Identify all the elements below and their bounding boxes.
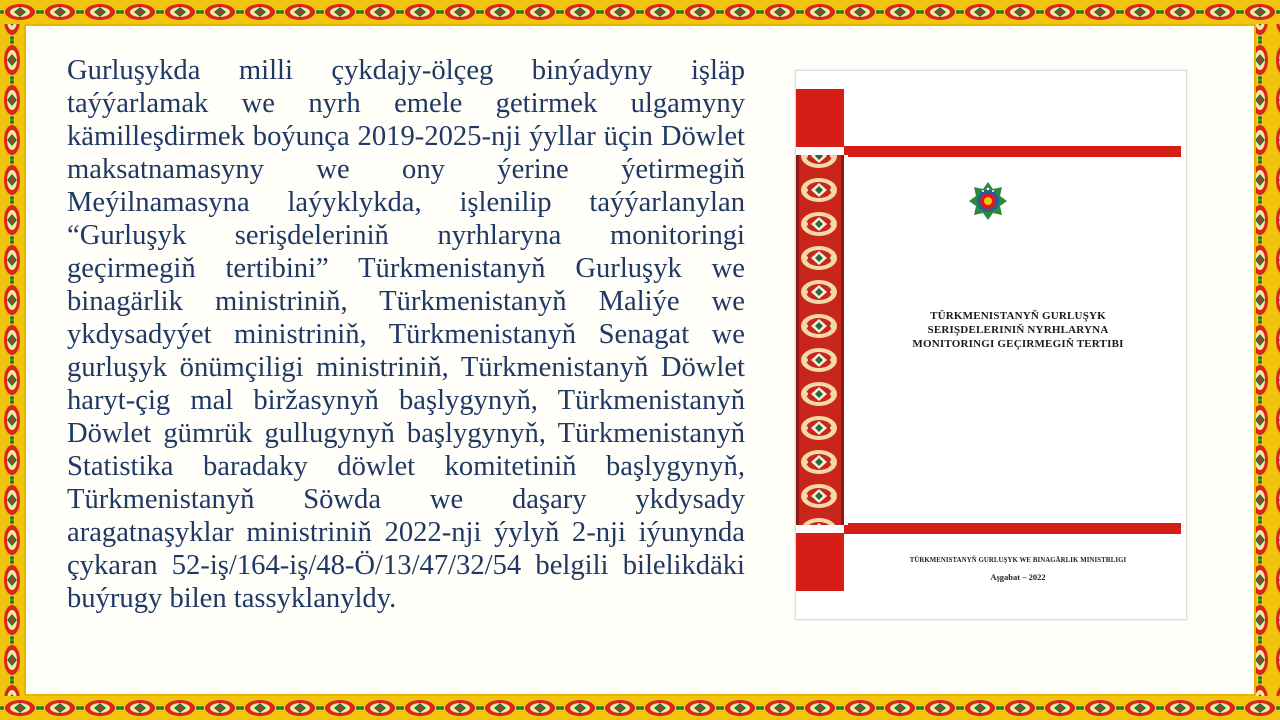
cover-title-line: SERIŞDELERINIŇ NYRHLARYNA — [927, 324, 1109, 336]
state-emblem-icon — [968, 181, 1008, 221]
body-paragraph: Gurluşykda milli çykdajy-ölçeg binýadyny işläp taýýarlamak we nyrh emele getirmek ulgamyny kämilleşdirmek boýunça 2019-2025-nji ýyllar üçin Döwlet maksatnamasyny we ony ýerine ýetirmegiň Meýilnamasyna laýyklykda, işlenilip taýýarlanylan “Gurluşyk serişdeleriniň nyrhlaryna monitoringi geçirmegiň tertibini” Türkmenistanyň Gurluşyk we binagärlik ministriniň, Türkmenistanyň Maliýe we ykdysadyýet ministriniň, Türkmenistanyň Senagat we gurluşyk önümçiligi ministriniň, Türkmenistanyň Döwlet haryt-çig mal biržasynyň başlygynyň, Türkmenistanyň Döwlet gümrük gullugynyň başlygynyň, Türkmenistanyň Statistika baradaky döwlet komitetiniň başlygynyň, Türkmenistanyň Söwda we daşary ykdysady aragatnaşyklar ministriniň 2022-nji ýylyň 2-nji iýunynda çykaran 52-iş/164-iş/48-Ö/13/47/32/54 belgili bilelikdäki buýrugy bilen tassyklanyldy. — [67, 55, 745, 614]
book-cover — [795, 70, 1187, 620]
cover-title-line: MONITORINGI GEÇIRMEGIŇ TERTIBI — [912, 338, 1124, 350]
cover-title — [858, 309, 1178, 351]
cover-title-line: TÜRKMENISTANYŇ GURLUŞYK — [930, 310, 1106, 322]
cover-publisher: TÜRKMENISTANYŇ GURLUŞYK WE BINAGÄRLIK MINISTRLIGI — [909, 557, 1127, 564]
slide-content — [24, 24, 1256, 696]
cover-place-year: Aşgabat – 2022 — [990, 572, 1046, 582]
